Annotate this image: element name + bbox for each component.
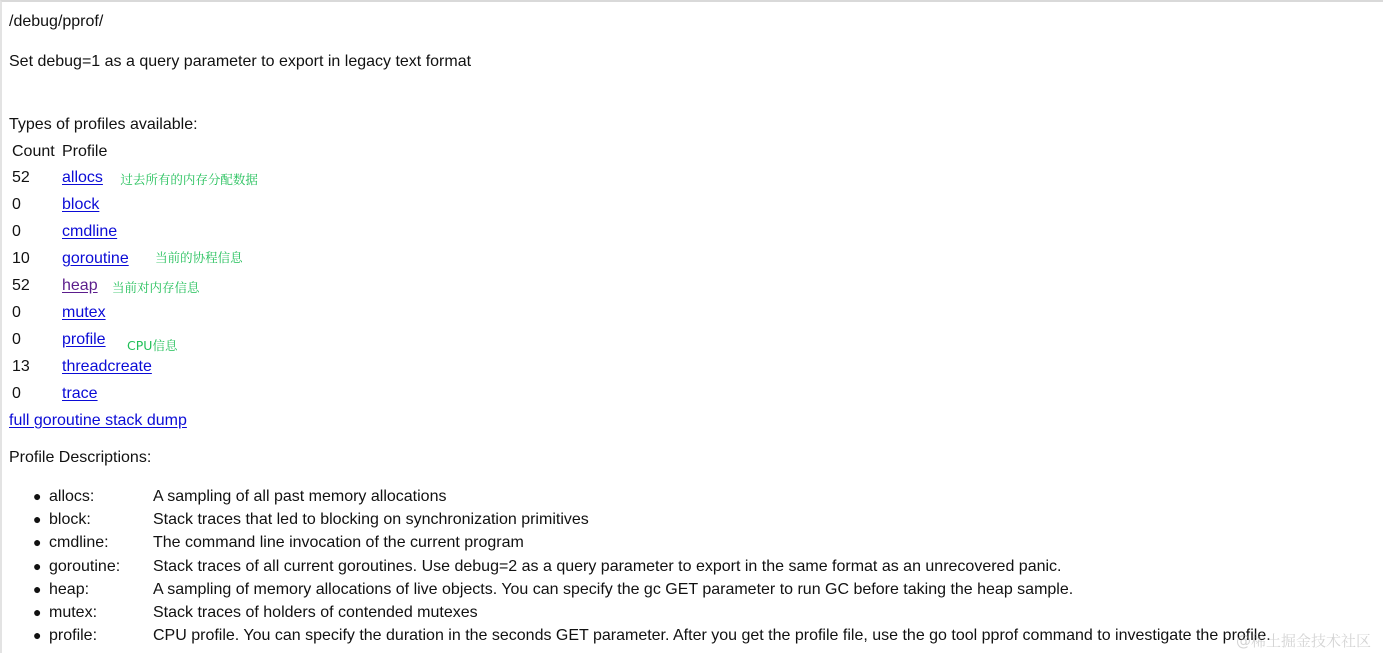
profile-types-heading: Types of profiles available: — [9, 116, 198, 133]
pprof-index-page — [9, 12, 1379, 647]
profile-count: 0 — [12, 304, 21, 321]
profile-link-trace[interactable]: trace — [62, 385, 98, 402]
profile-cell — [59, 272, 260, 299]
table-row — [9, 326, 260, 353]
description-name: cmdline: — [49, 534, 109, 552]
list-item — [33, 485, 1379, 508]
bullet-icon: ● — [33, 580, 42, 597]
description-name: mutex: — [49, 603, 98, 621]
list-item — [33, 555, 1379, 578]
profile-count: 0 — [12, 196, 21, 213]
profile-count: 0 — [12, 331, 21, 348]
profile-cell — [59, 245, 260, 272]
bullet-icon: ● — [33, 511, 42, 528]
profile-link-threadcreate[interactable]: threadcreate — [62, 358, 152, 375]
profile-link-profile[interactable]: profile — [62, 331, 106, 348]
annotation-profile: CPU信息 — [127, 338, 178, 353]
profile-count: 52 — [12, 169, 30, 186]
watermark: @稀土掘金技术社区 — [1235, 632, 1371, 650]
bullet-icon: ● — [33, 557, 42, 574]
full-goroutine-dump-link[interactable]: full goroutine stack dump — [9, 412, 187, 429]
profiles-table-header — [9, 140, 260, 164]
annotation-heap: 当前对内存信息 — [112, 280, 200, 295]
profile-link-allocs[interactable]: allocs — [62, 169, 103, 186]
description-name: heap: — [49, 580, 90, 598]
descriptions-list — [9, 485, 1379, 647]
profile-column-header: Profile — [62, 143, 108, 160]
profile-link-cmdline[interactable]: cmdline — [62, 223, 118, 240]
legacy-format-hint: Set debug=1 as a query parameter to export in legacy text format — [9, 53, 472, 70]
table-row — [9, 191, 260, 218]
profile-count: 52 — [12, 277, 30, 294]
table-row — [9, 164, 260, 191]
profile-link-goroutine[interactable]: goroutine — [62, 250, 129, 267]
bullet-icon: ● — [33, 488, 42, 504]
description-text: CPU profile. You can specify the duration in the seconds GET parameter. After you get the profile file, use the go tool pprof command to investigate the profile. — [153, 627, 1271, 645]
profile-cell — [59, 164, 260, 191]
list-item — [33, 508, 1379, 531]
list-item — [33, 624, 1379, 647]
profile-link-heap[interactable]: heap — [62, 277, 98, 294]
list-item — [33, 578, 1379, 601]
list-item — [33, 601, 1379, 624]
descriptions-heading: Profile Descriptions: — [9, 449, 152, 466]
count-column-header: Count — [12, 143, 55, 160]
annotation-allocs: 过去所有的内存分配数据 — [120, 172, 258, 187]
profile-cell — [59, 191, 260, 218]
profile-cell — [59, 380, 260, 407]
description-name: profile: — [49, 627, 98, 645]
profile-count: 0 — [12, 385, 21, 402]
profile-count: 13 — [12, 358, 30, 375]
description-text: Stack traces that led to blocking on synchronization primitives — [153, 511, 589, 529]
description-text: A sampling of all past memory allocations — [153, 488, 447, 505]
profile-cell — [59, 299, 260, 326]
description-name: goroutine: — [49, 557, 121, 575]
profile-cell — [59, 326, 260, 353]
profile-link-mutex[interactable]: mutex — [62, 304, 106, 321]
page-path: /debug/pprof/ — [9, 13, 104, 30]
table-row — [9, 299, 260, 326]
description-text: The command line invocation of the current program — [153, 534, 524, 552]
table-row — [9, 218, 260, 245]
bullet-icon: ● — [33, 603, 42, 620]
description-text: Stack traces of holders of contended mutexes — [153, 603, 478, 621]
description-name: block: — [49, 511, 91, 529]
table-row — [9, 245, 260, 272]
profile-link-block[interactable]: block — [62, 196, 100, 213]
profiles-table — [9, 140, 260, 407]
annotation-goroutine: 当前的协程信息 — [155, 250, 243, 265]
description-text: Stack traces of all current goroutines. Use debug=2 as a query parameter to export in the same format as an unrecovered panic. — [153, 557, 1062, 575]
profile-count: 0 — [12, 223, 21, 240]
list-item — [33, 531, 1379, 554]
profile-cell — [59, 218, 260, 245]
bullet-icon: ● — [33, 627, 42, 644]
description-name: allocs: — [49, 488, 95, 505]
table-row — [9, 272, 260, 299]
profile-count: 10 — [12, 250, 30, 267]
description-text: A sampling of memory allocations of live objects. You can specify the gc GET parameter to run GC before taking the heap sample. — [153, 580, 1074, 598]
bullet-icon: ● — [33, 534, 42, 551]
table-row — [9, 380, 260, 407]
